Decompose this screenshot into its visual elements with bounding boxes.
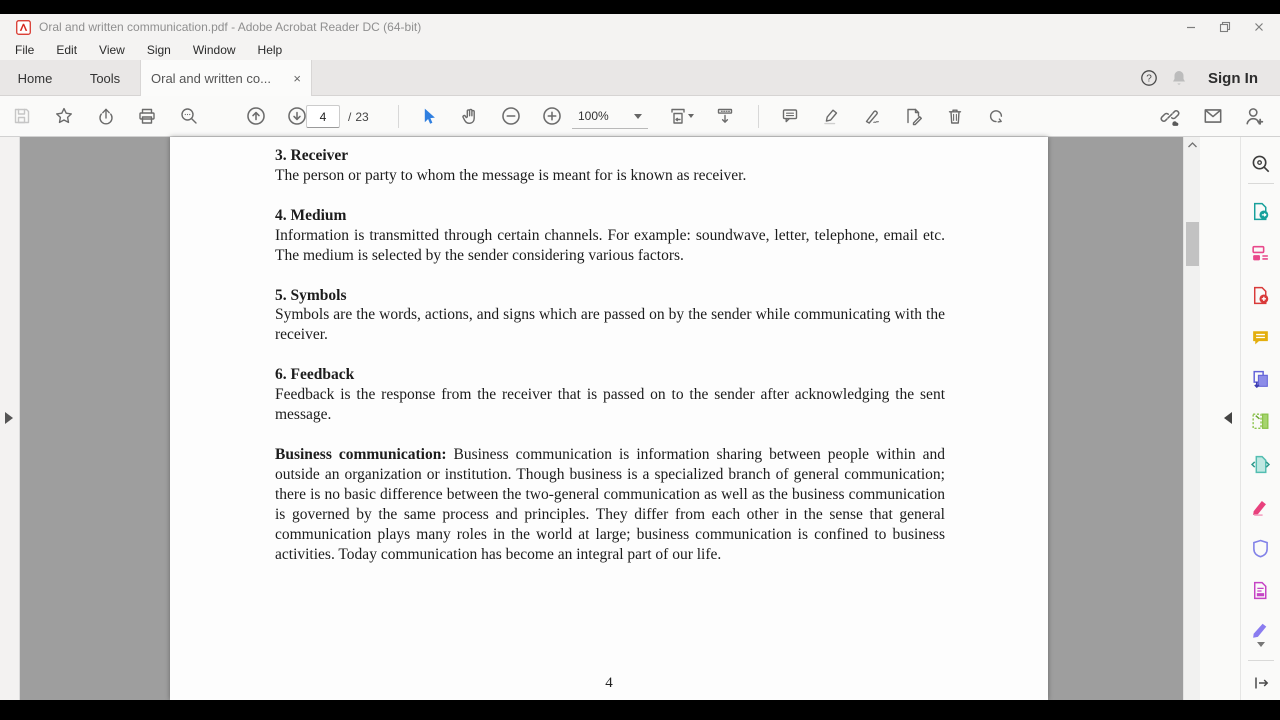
- favorite-button[interactable]: [51, 103, 77, 129]
- fill-sign-icon: [904, 106, 924, 126]
- vertical-scrollbar[interactable]: [1183, 137, 1200, 700]
- minimize-button[interactable]: [1174, 14, 1208, 40]
- restore-icon: [1219, 21, 1231, 33]
- sidebar-comment-button[interactable]: [1241, 317, 1280, 359]
- business-communication-paragraph: [275, 445, 945, 564]
- sidebar-edit-pdf-button[interactable]: [1241, 232, 1280, 274]
- window-title: Oral and written communication.pdf - Adobe Acrobat Reader DC (64-bit): [39, 20, 422, 34]
- sidebar-scan-ocr-button[interactable]: [1241, 569, 1280, 611]
- close-button[interactable]: [1242, 14, 1276, 40]
- letterbox-top: [0, 0, 1280, 14]
- close-icon: [1253, 21, 1265, 33]
- zoom-in-icon: [541, 105, 563, 127]
- page-count: / 23: [348, 109, 369, 124]
- menu-edit[interactable]: Edit: [56, 43, 78, 57]
- organize-pages-icon: [1250, 411, 1271, 432]
- section-feedback: [275, 365, 945, 425]
- tab-tools[interactable]: Tools: [89, 70, 121, 86]
- tools-sidebar: [1240, 137, 1280, 700]
- toolbar-separator: [758, 105, 759, 128]
- previous-page-button[interactable]: [243, 103, 269, 129]
- add-person-button[interactable]: [1241, 103, 1267, 129]
- title-bar: [0, 14, 1280, 40]
- sign-in-button[interactable]: Sign In: [1208, 69, 1258, 87]
- zoom-in-button[interactable]: [539, 103, 565, 129]
- svg-text:?: ?: [1146, 73, 1152, 85]
- tab-home[interactable]: Home: [17, 70, 53, 86]
- paragraph-body: Business communication is information sharing between people within and outside an organization or institution. Though business is a specialized branch of general communication; there is no basic difference between the two-general communication as well as the business communication is governed by the same process and principles. They differ from each other in the sense that general communication plays many roles in the world at large; business communication is confined to business activities. Today communication has become an integral part of our life.: [275, 445, 946, 563]
- send-email-button[interactable]: [1200, 103, 1226, 129]
- scroll-up-icon[interactable]: [1187, 141, 1198, 149]
- sidebar-protect-button[interactable]: [1241, 527, 1280, 569]
- section-symbols: [275, 286, 945, 346]
- sidebar-combine-files-button[interactable]: [1241, 359, 1280, 401]
- sidebar-export-pdf-button[interactable]: [1241, 190, 1280, 232]
- sidebar-create-pdf-button[interactable]: [1241, 275, 1280, 317]
- search-tools-icon: [1250, 153, 1272, 175]
- section-heading: 3. Receiver: [275, 147, 349, 164]
- zoom-level-dropdown[interactable]: [572, 104, 648, 129]
- redo-icon: [986, 106, 1006, 126]
- hand-icon: [460, 106, 480, 126]
- create-pdf-icon: [1250, 285, 1271, 306]
- tab-document-label: Oral and written co...: [151, 70, 271, 86]
- right-panel-collapse-icon[interactable]: [1224, 412, 1232, 424]
- restore-button[interactable]: [1208, 14, 1242, 40]
- sidebar-divider: [1248, 660, 1274, 661]
- menu-bar: [0, 40, 1280, 60]
- sidebar-organize-pages-button[interactable]: [1241, 401, 1280, 443]
- section-body: Symbols are the words, actions, and signs which are passed on by the sender while communicating with the receiver.: [275, 306, 945, 344]
- zoom-level-value: 100%: [578, 109, 609, 123]
- toolbar: [0, 96, 1280, 137]
- comment-icon: [780, 106, 800, 126]
- pdf-page: [170, 137, 1048, 700]
- envelope-icon: [1202, 105, 1224, 127]
- print-button[interactable]: [134, 103, 160, 129]
- menu-view[interactable]: View: [99, 43, 125, 57]
- tab-document[interactable]: [140, 60, 312, 96]
- page-number-input[interactable]: [306, 105, 340, 128]
- page-down-icon: [286, 105, 308, 127]
- trash-icon: [945, 106, 965, 126]
- highlighter-icon: [821, 106, 841, 126]
- combine-files-icon: [1250, 369, 1271, 390]
- select-cursor-icon: [418, 106, 438, 126]
- fit-page-icon: [668, 106, 688, 126]
- scrollbar-thumb[interactable]: [1186, 222, 1199, 266]
- redo-button[interactable]: [983, 103, 1009, 129]
- menu-help[interactable]: Help: [257, 43, 283, 57]
- expand-tools-panel-button[interactable]: [1241, 667, 1280, 700]
- save-button[interactable]: [9, 103, 35, 129]
- chevron-down-icon[interactable]: [688, 114, 694, 118]
- section-heading: 5. Symbols: [275, 286, 347, 304]
- help-button[interactable]: [1134, 63, 1164, 93]
- paragraph-lead: Business communication:: [275, 445, 447, 463]
- sidebar-compress-pdf-button[interactable]: [1241, 443, 1280, 485]
- page-width-icon: [715, 106, 735, 126]
- tab-bar: [0, 60, 1280, 96]
- select-tool-button[interactable]: [415, 103, 441, 129]
- person-add-icon: [1243, 105, 1265, 127]
- bell-icon: [1169, 68, 1189, 88]
- comment-button[interactable]: [777, 103, 803, 129]
- cloud-upload-icon: [96, 106, 116, 126]
- expand-panel-icon: [1251, 673, 1271, 693]
- highlight-button[interactable]: [818, 103, 844, 129]
- section-receiver: [275, 146, 945, 186]
- fill-sign-pen-icon: [1250, 619, 1271, 640]
- menu-file[interactable]: File: [15, 43, 35, 57]
- sidebar-fill-sign-button[interactable]: [1241, 612, 1280, 654]
- delete-button[interactable]: [942, 103, 968, 129]
- link-cloud-icon: [1159, 105, 1181, 127]
- notifications-button[interactable]: [1164, 63, 1194, 93]
- sidebar-search-button[interactable]: [1241, 146, 1280, 181]
- letterbox-bottom: [0, 700, 1280, 720]
- page-width-button[interactable]: [712, 103, 738, 129]
- tab-close-icon[interactable]: ×: [293, 70, 301, 86]
- find-button[interactable]: [176, 103, 202, 129]
- section-body: The person or party to whom the message is meant for is known as receiver.: [275, 166, 747, 184]
- document-canvas[interactable]: [20, 137, 1203, 700]
- save-icon: [12, 106, 32, 126]
- section-heading: 4. Medium: [275, 206, 347, 224]
- protect-shield-icon: [1250, 538, 1271, 559]
- document-viewport: [0, 137, 1280, 700]
- share-upload-button[interactable]: [93, 103, 119, 129]
- redact-icon: [1250, 496, 1271, 517]
- star-icon: [54, 106, 74, 126]
- menu-window[interactable]: Window: [192, 43, 236, 57]
- chevron-down-icon: [634, 114, 642, 119]
- compress-pdf-icon: [1250, 454, 1271, 475]
- search-icon: [179, 106, 199, 126]
- minimize-icon: [1185, 21, 1197, 33]
- section-heading: 6. Feedback: [275, 366, 355, 384]
- right-panel-strip: [1200, 137, 1240, 700]
- fountain-pen-icon: [862, 106, 882, 126]
- hand-tool-button[interactable]: [457, 103, 483, 129]
- help-icon: [1139, 68, 1159, 88]
- section-body: Feedback is the response from the receiver that is passed on to the sender after acknowledging the sent message.: [275, 386, 945, 424]
- acrobat-logo-icon: [16, 20, 31, 35]
- section-body: Information is transmitted through certain channels. For example: soundwave, letter, telephone, email etc. The medium is selected by the sender considering various factors.: [275, 226, 945, 264]
- section-medium: [275, 206, 945, 266]
- sidebar-redact-button[interactable]: [1241, 485, 1280, 527]
- edit-pdf-icon: [1250, 243, 1271, 264]
- comment-panel-icon: [1250, 327, 1271, 348]
- scan-ocr-icon: [1250, 580, 1271, 601]
- toolbar-separator: [398, 105, 399, 128]
- sidebar-divider: [1248, 183, 1274, 184]
- export-pdf-icon: [1250, 201, 1271, 222]
- page-up-icon: [245, 105, 267, 127]
- sign-button[interactable]: [859, 103, 885, 129]
- zoom-out-icon: [500, 105, 522, 127]
- page-number-label: 4: [605, 675, 613, 692]
- fill-sign-button[interactable]: [901, 103, 927, 129]
- share-link-button[interactable]: [1157, 103, 1183, 129]
- left-panel-expand-icon[interactable]: [5, 412, 13, 424]
- left-panel-strip: [0, 137, 20, 700]
- print-icon: [137, 106, 157, 126]
- zoom-out-button[interactable]: [498, 103, 524, 129]
- chevron-down-icon[interactable]: [1257, 642, 1265, 647]
- menu-sign[interactable]: Sign: [146, 43, 171, 57]
